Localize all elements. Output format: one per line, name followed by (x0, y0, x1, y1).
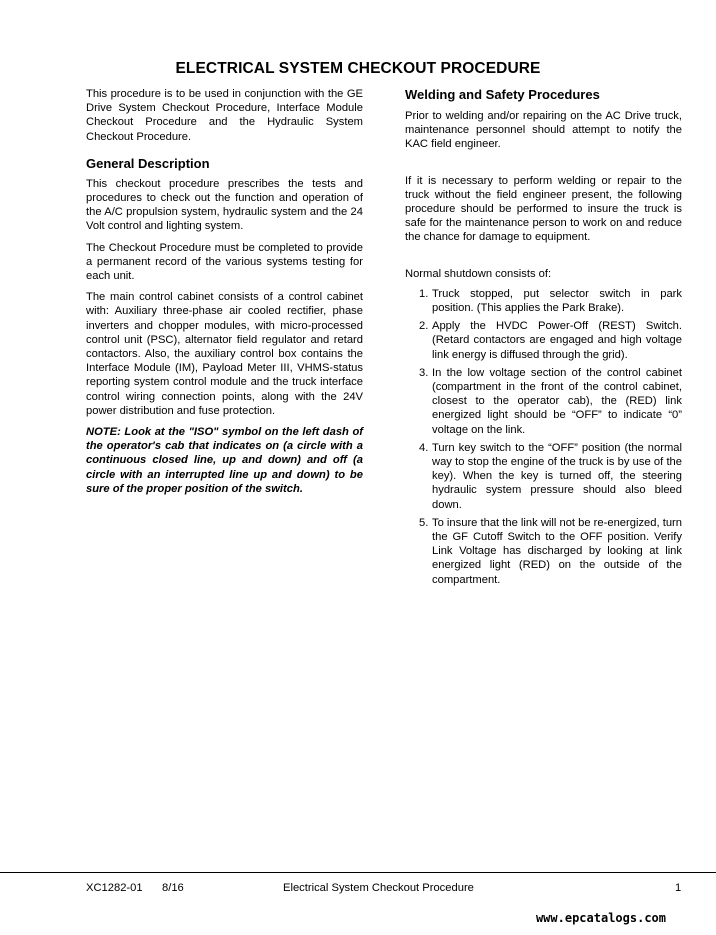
intro-paragraph: This procedure is to be used in conjunction with the GE Drive System Checkout Procedure, Interface Module Checkout Procedure and the Hydraulic System Checkout Procedure. (86, 88, 363, 143)
note-label: NOTE: (86, 426, 121, 439)
list-item: 5. To insure that the link will not be re-energized, turn the GF Cutoff Switch to the OFF position. Verify Link Voltage has discharged by looking at link energized light (RED) on the outside of the compartment. (419, 516, 682, 586)
left-column (86, 87, 363, 503)
general-paragraph-3: The main control cabinet consists of a control cabinet with: Auxiliary three-phase air cooled rectifier, phase inverters and chopper modules, with micro-processed control unit (PSC), alternator field regulator and retard contactors. Also, the auxiliary control box contains the Interface Module (IM), Payload Meter III, VHMS-status reporting system control module and the truck interface control wiring connection points, along with the 24V power distribution and fuse protection. (86, 291, 363, 417)
footer-date: 8/16 (162, 882, 184, 894)
general-paragraph-1: This checkout procedure prescribes the tests and procedures to check out the function and operation of the A/C propulsion system, hydraulic system and the 24 Volt control and lighting system. (86, 177, 363, 233)
footer-doc-number: XC1282-01 (86, 882, 143, 894)
footer-page-number: 1 (675, 882, 682, 894)
list-item: 3. In the low voltage section of the control cabinet (compartment in the front of the control cabinet, closest to the operator cab), the (RED) link energized light should be “OFF” to indicate “0” voltage on the link. (419, 366, 682, 436)
shutdown-intro: Normal shutdown consists of: (405, 267, 552, 280)
right-column (405, 87, 682, 591)
welding-heading: Welding and Safety Procedures (405, 87, 600, 102)
list-item: 2. Apply the HVDC Power-Off (REST) Switch. (Retard contactors are engaged and high voltage link energy is diffused through the grid). (419, 320, 682, 361)
general-paragraph-2: The Checkout Procedure must be completed to provide a permanent record of the various systems testing for each unit. (86, 241, 363, 283)
note-paragraph (86, 425, 363, 496)
shutdown-steps-list (405, 287, 682, 587)
welding-paragraph-1: Prior to welding and/or repairing on the AC Drive truck, maintenance personnel should attempt to notify the KAC field engineer. (405, 110, 682, 151)
list-item: 4. Turn key switch to the “OFF” position (the normal way to stop the engine of the truck is by use of the key). When the key is turned off, the steering hydraulic system pressure should also bleed down. (419, 441, 682, 511)
page-title: ELECTRICAL SYSTEM CHECKOUT PROCEDURE (175, 60, 541, 77)
footer-doc-title: Electrical System Checkout Procedure (283, 882, 474, 894)
general-description-heading: General Description (86, 155, 210, 171)
note-text: Look at the "ISO" symbol on the left dash of the operator's cab that indicates on (a circle with a continuous closed line, up and down) and off (a circle with an interrupted line up and down) to be sure of the proper position of the switch. (86, 426, 364, 495)
footer-divider (0, 872, 716, 873)
watermark-url: www.epcatalogs.com (535, 911, 666, 925)
list-item: 1. Truck stopped, put selector switch in park position. (This applies the Park Brake). (419, 287, 682, 315)
welding-paragraph-2: If it is necessary to perform welding or repair to the truck without the field engineer present, the following procedure should be performed to insure the truck is safe for the maintenance person to work on and reduce the chance for damage to equipment. (405, 174, 682, 244)
